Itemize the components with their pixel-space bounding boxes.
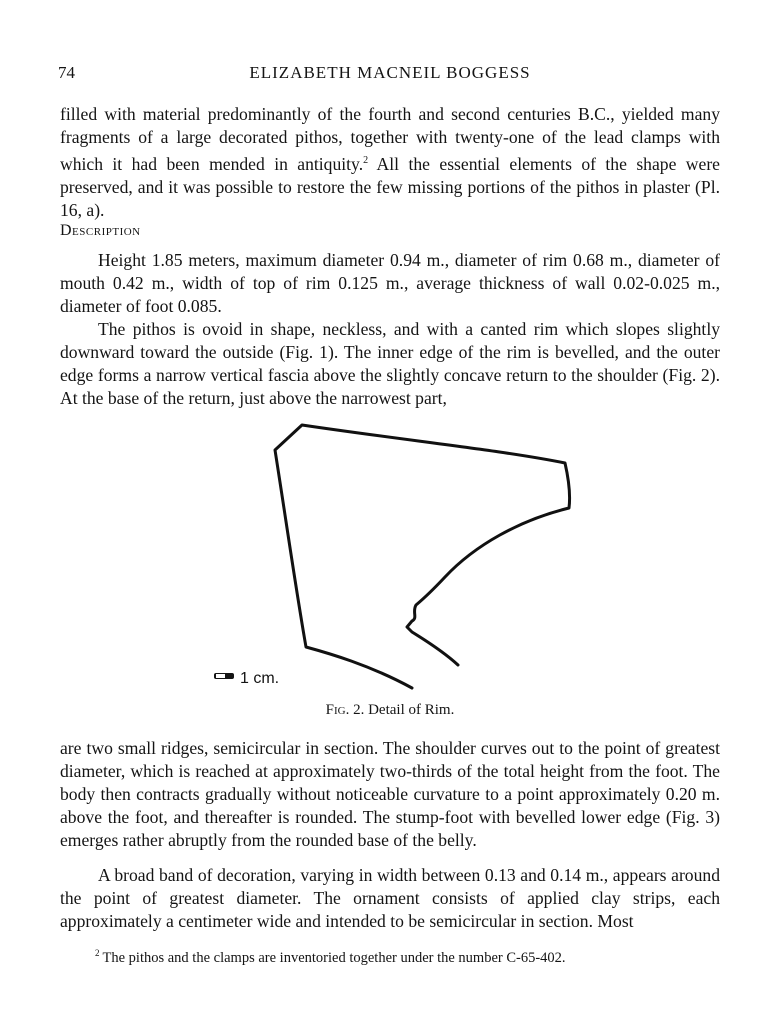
scale-bar — [214, 673, 234, 679]
page-number: 74 — [58, 63, 75, 82]
paragraph-intro — [60, 103, 720, 222]
scale-label: 1 cm. — [240, 670, 280, 687]
footnote — [95, 948, 566, 967]
paragraph-dimensions: Height 1.85 meters, maximum diameter 0.94 m., diameter of rim 0.68 m., diameter of mouth 0.42 m., width of top of rim 0.125 m., average thickness of wall 0.02-0.025 m., diameter of foot 0.085. — [60, 250, 720, 316]
footnote-text: The pithos and the clamps are inventoried together under the number C-65-402. — [102, 949, 566, 966]
paragraph-ridges: are two small ridges, semicircular in section. The shoulder curves out to the point of greatest diameter, which is reached at approximately two-thirds of the total height from the foot. The body then contracts gradually without noticeable curvature to a point approximately 0.20 m. above the foot, and thereafter is rounded. The stump-foot with bevelled lower edge (Fig. 3) emerges rather abruptly from the rounded base of the belly. — [60, 738, 720, 850]
figure-caption-label: Fig. 2. — [325, 702, 365, 718]
paragraph-intro-text: filled with material predominantly of the fourth and second centuries B.C., yielded many fragments of a large decorated pithos, together with twenty-one of the lead clamps with which it had been mended in antiquity. — [60, 104, 720, 174]
paragraph-decoration: A broad band of decoration, varying in width between 0.13 and 0.14 m., appears around the point of greatest diameter. The ornament consists of applied clay strips, each approximately a centimeter wide and intended to be semicircular in section. Most — [60, 865, 720, 931]
section-heading: Description — [60, 222, 141, 239]
figure-caption — [0, 702, 780, 719]
figure-caption-text: Detail of Rim. — [368, 702, 455, 718]
rim-profile-figure — [200, 415, 600, 705]
footnote-mark: 2 — [95, 948, 100, 958]
footnote-reference: 2 — [363, 155, 369, 166]
paragraph-shape: The pithos is ovoid in shape, neckless, and with a canted rim which slopes slightly downward toward the outside (Fig. 1). The inner edge of the rim is bevelled, and the outer edge forms a narrow vertical fascia above the slightly concave return to the shoulder (Fig. 2). At the base of the return, just above the narrowest part, — [60, 319, 720, 408]
running-head: ELIZABETH MACNEIL BOGGESS — [249, 63, 531, 82]
paragraph-intro-text-continued: All the essential elements of the shape were preserved, and it was possible to restore the few missing portions of the pithos in plaster (Pl. 16, a). — [60, 153, 720, 220]
rim-profile-outline — [275, 425, 570, 688]
